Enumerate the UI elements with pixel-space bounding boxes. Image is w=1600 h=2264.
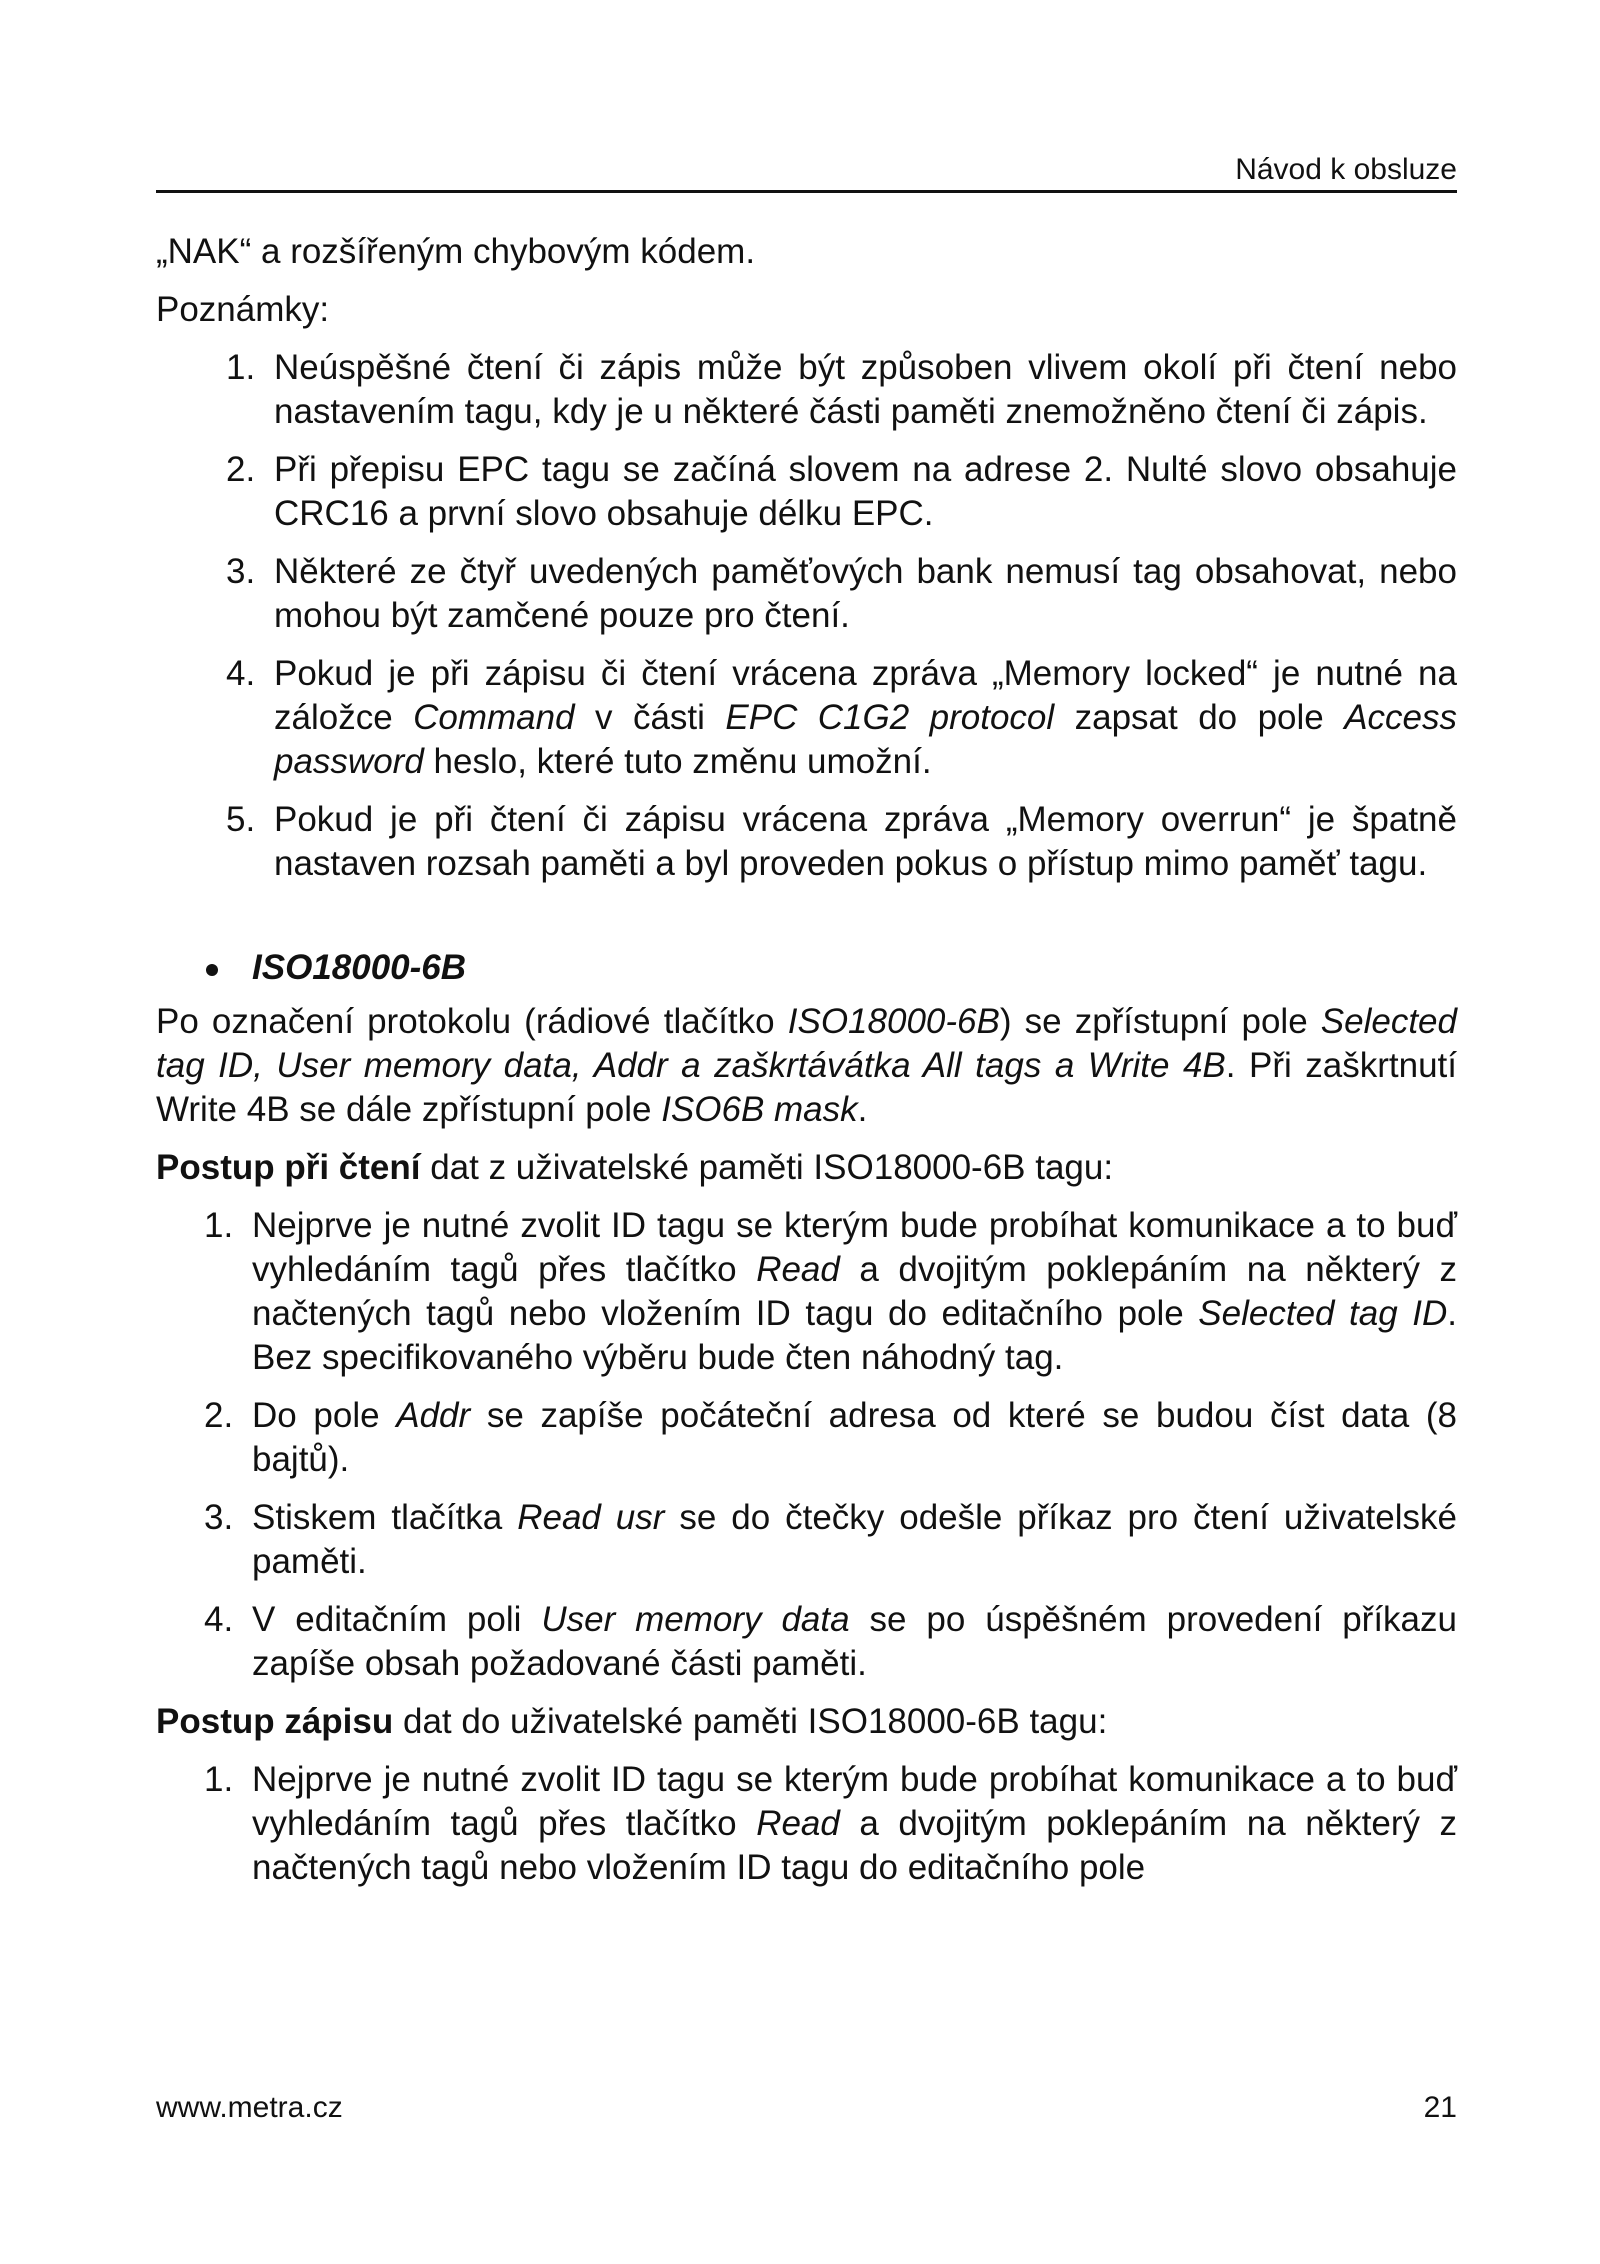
list-item: [156, 1598, 1457, 1686]
step-text: se zapíše počáteční adresa od které se budou číst data (8 bajtů).: [252, 1396, 1457, 1479]
list-number: 4.: [226, 654, 256, 693]
bullet-icon: [206, 964, 218, 976]
para-text: Po označení protokolu (rádiové tlačítko: [156, 1002, 788, 1041]
page-number: 21: [1423, 2091, 1457, 2124]
list-number: 1.: [204, 1206, 234, 1245]
list-number: 4.: [204, 1600, 234, 1639]
para-text: dat do uživatelské paměti ISO18000-6B tagu:: [393, 1702, 1108, 1741]
term-fields: Selected tag ID, User memory data, Addr a zaškrtávátka All tags a Write 4B: [156, 1002, 1457, 1085]
step-text: se do čtečky odešle příkaz pro čtení uživatelské paměti.: [252, 1498, 1457, 1581]
note-text: Neúspěšné čtení či zápis může být způsoben vlivem okolí při čtení nebo nastavením tagu, kdy je u některé části paměti znemožněno čtení či zápis.: [274, 348, 1457, 431]
section-heading-text: ISO18000-6B: [252, 948, 467, 987]
term-selected-tag-id: Selected tag ID: [1198, 1294, 1448, 1333]
para-text: dat z uživatelské paměti ISO18000-6B tagu:: [420, 1148, 1114, 1187]
notes-label: Poznámky:: [156, 290, 330, 329]
list-item: [156, 1758, 1457, 1890]
note-text: v části: [574, 698, 726, 737]
write-steps-list: [156, 1758, 1457, 1890]
list-number: 5.: [226, 800, 256, 839]
term-iso: ISO18000-6B: [787, 1002, 1000, 1041]
term-access-password: Access password: [274, 698, 1457, 781]
section-heading: [156, 946, 1457, 990]
term-user-memory-data: User memory data: [541, 1600, 850, 1639]
note-text: Pokud je při zápisu či čtení vrácena zpráva „Memory locked“ je nutné na záložce: [274, 654, 1457, 737]
list-item: [156, 652, 1457, 784]
intro-line: „NAK“ a rozšířeným chybovým kódem.: [156, 232, 756, 271]
header-divider: [156, 190, 1457, 193]
iso-paragraph: [156, 1000, 1457, 1132]
term-iso6b-mask: ISO6B mask: [661, 1090, 858, 1129]
step-text: a dvojitým poklepáním na některý z načtených tagů nebo vložením ID tagu do editačního pole: [252, 1250, 1458, 1333]
list-number: 2.: [204, 1396, 234, 1435]
step-text: Nejprve je nutné zvolit ID tagu se kterým bude probíhat komunikace a to buď vyhledáním tagů přes tlačítko: [252, 1760, 1457, 1843]
footer-url: www.metra.cz: [156, 2091, 343, 2124]
step-text: V editačním poli: [252, 1600, 542, 1639]
term-read: Read: [756, 1250, 840, 1289]
list-number: 2.: [226, 450, 256, 489]
list-number: 1.: [226, 348, 256, 387]
step-text: Nejprve je nutné zvolit ID tagu se kterým bude probíhat komunikace a to buď vyhledáním tagů přes tlačítko: [252, 1206, 1457, 1289]
term-command: Command: [413, 698, 575, 737]
note-text: Při přepisu EPC tagu se začíná slovem na adrese 2. Nulté slovo obsahuje CRC16 a první slovo obsahuje délku EPC.: [274, 450, 1457, 533]
list-item: [156, 1204, 1457, 1380]
read-steps-list: [156, 1204, 1457, 1686]
note-text: Pokud je při čtení či zápisu vrácena zpráva „Memory overrun“ je špatně nastaven rozsah paměti a byl proveden pokus o přístup mimo paměť tagu.: [274, 800, 1457, 883]
term-addr: Addr: [396, 1396, 471, 1435]
step-text: Do pole: [252, 1396, 397, 1435]
note-text: zapsat do pole: [1054, 698, 1345, 737]
list-item: [156, 1496, 1457, 1584]
step-text: a dvojitým poklepáním na některý z načtených tagů nebo vložením ID tagu do editačního pole: [252, 1804, 1458, 1887]
para-text: ) se zpřístupní pole: [999, 1002, 1321, 1041]
read-procedure-title: [156, 1146, 1457, 1190]
note-text: Některé ze čtyř uvedených paměťových bank nemusí tag obsahovat, nebo mohou být zamčené pouze pro čtení.: [274, 552, 1457, 635]
header-title: Návod k obsluze: [1235, 153, 1457, 186]
list-item: [156, 550, 1457, 638]
term-read: Read: [756, 1804, 840, 1843]
notes-list: [156, 346, 1457, 886]
list-item: [156, 1394, 1457, 1482]
bold-text: Postup zápisu: [156, 1702, 394, 1741]
list-item: [156, 346, 1457, 434]
note-text: heslo, které tuto změnu umožní.: [423, 742, 932, 781]
list-number: 3.: [204, 1498, 234, 1537]
term-read-usr: Read usr: [517, 1498, 665, 1537]
para-text: . Při zaškrtnutí Write 4B se dále zpřístupní pole: [156, 1046, 1458, 1129]
page-content: [156, 230, 1457, 1904]
step-text: . Bez specifikovaného výběru bude čten náhodný tag.: [252, 1294, 1457, 1377]
list-item: [156, 798, 1457, 886]
write-procedure-title: [156, 1700, 1457, 1744]
term-epc-protocol: EPC C1G2 protocol: [725, 698, 1055, 737]
step-text: se po úspěšném provedení příkazu zapíše obsah požadované části paměti.: [252, 1600, 1457, 1683]
bold-text: Postup při čtení: [156, 1148, 421, 1187]
step-text: Stiskem tlačítka: [252, 1498, 518, 1537]
para-text: .: [857, 1090, 868, 1129]
list-number: 3.: [226, 552, 256, 591]
list-number: 1.: [204, 1760, 234, 1799]
list-item: [156, 448, 1457, 536]
